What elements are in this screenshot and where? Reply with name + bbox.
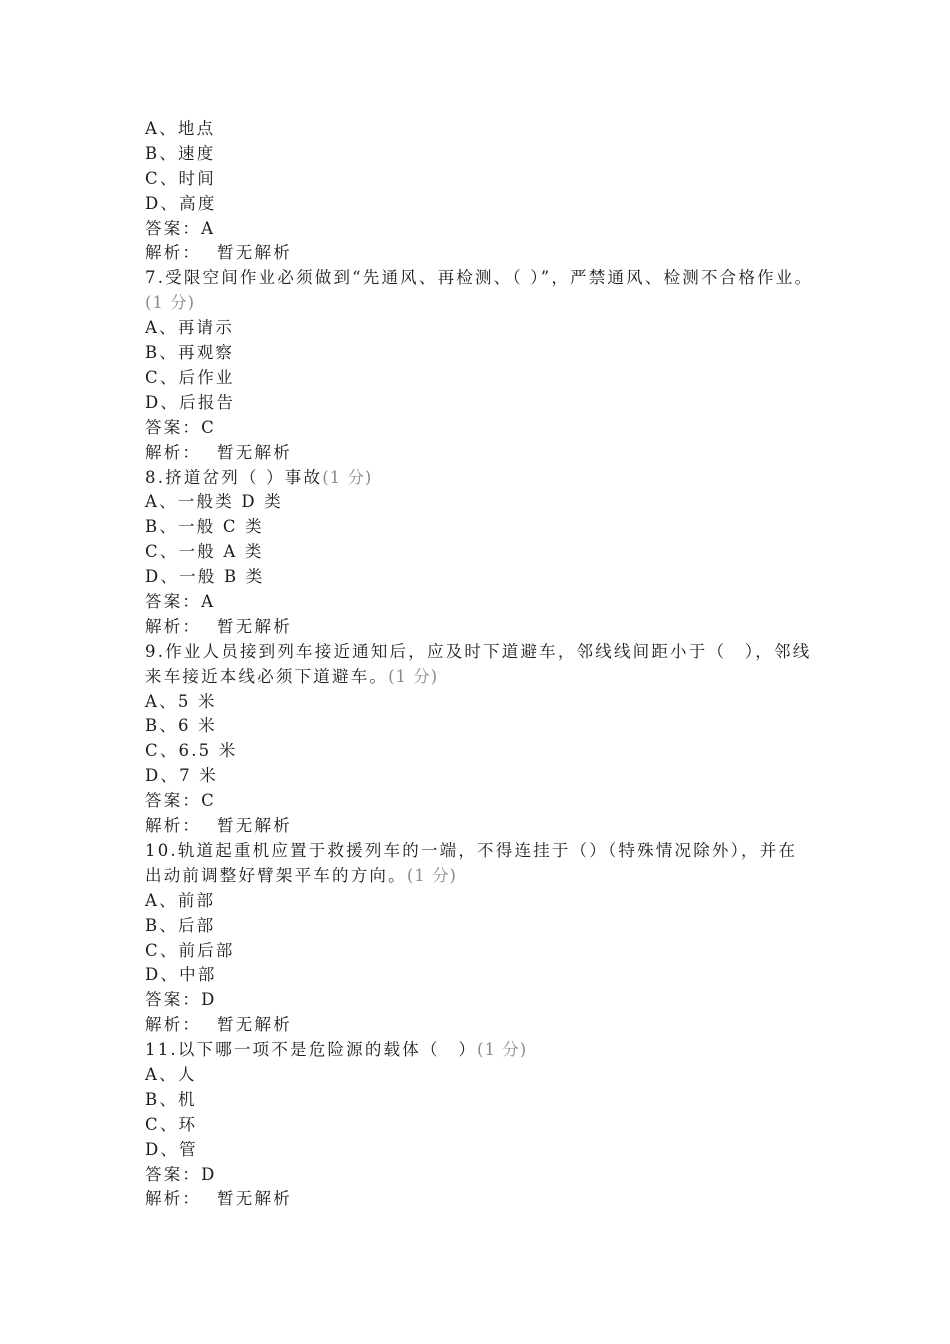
question-9	[145, 640, 815, 839]
question-text: 9.作业人员接到列车接近通知后，应及时下道避车，邻线线间距小于（ ），邻线来车接近本线必须下道避车。(1 分)	[145, 641, 812, 686]
option: A、地点	[145, 119, 216, 138]
answer-value: C	[201, 417, 216, 437]
analysis-label: 解析：	[145, 816, 202, 836]
answer-label: 答案：	[145, 990, 202, 1010]
question-text: 10.轨道起重机应置于救援列车的一端，不得连挂于（）（特殊情况除外），并在出动前调整好臂架平车的方向。(1 分)	[145, 840, 798, 885]
question-score: (1 分)	[145, 293, 196, 313]
option: B、6 米	[145, 716, 217, 736]
question-score: (1 分)	[322, 467, 373, 487]
answer-line	[145, 988, 815, 1013]
option: B、后部	[145, 915, 216, 935]
option: B、速度	[145, 143, 216, 163]
question-text: 8.挤道岔列（ ）事故(1 分)	[145, 467, 373, 487]
answer-value: A	[201, 218, 216, 238]
option: C、6.5 米	[145, 741, 238, 761]
answer-value: A	[201, 591, 216, 611]
analysis-label: 解析：	[145, 442, 202, 462]
analysis-value: 暂无解析	[217, 442, 292, 462]
analysis-label: 解析：	[145, 616, 202, 636]
question-8	[145, 466, 815, 640]
option: A、再请示	[145, 318, 234, 338]
analysis-value: 暂无解析	[217, 616, 292, 636]
option: D、管	[145, 1139, 198, 1159]
option: D、中部	[145, 965, 217, 985]
analysis-line	[145, 1187, 815, 1212]
option: A、一般类 D 类	[145, 492, 283, 512]
answer-line	[145, 416, 815, 441]
question-score: (1 分)	[388, 666, 439, 686]
analysis-line	[145, 814, 815, 839]
answer-label: 答案：	[145, 417, 202, 437]
option: B、机	[145, 1089, 197, 1109]
option: A、前部	[145, 890, 216, 910]
analysis-value: 暂无解析	[217, 1015, 292, 1035]
answer-label: 答案：	[145, 218, 202, 238]
answer-line	[145, 590, 815, 615]
question-text: 11.以下哪一项不是危险源的载体（ ）(1 分)	[145, 1040, 528, 1060]
option: C、后作业	[145, 367, 235, 387]
option: C、环	[145, 1114, 198, 1134]
option: C、时间	[145, 168, 216, 188]
option: B、一般 C 类	[145, 517, 264, 537]
analysis-line	[145, 615, 815, 640]
answer-label: 答案：	[145, 1164, 202, 1184]
question-text: 7.受限空间作业必须做到“先通风、再检测、（ ）”，严禁通风、检测不合格作业。(1 分)	[145, 268, 814, 313]
option: D、一般 B 类	[145, 567, 265, 587]
answer-value: C	[201, 791, 216, 811]
analysis-value: 暂无解析	[217, 243, 292, 263]
analysis-label: 解析：	[145, 1015, 202, 1035]
question-11	[145, 1038, 815, 1212]
analysis-line	[145, 241, 815, 266]
option: C、一般 A 类	[145, 542, 264, 562]
analysis-label: 解析：	[145, 243, 202, 263]
analysis-line	[145, 441, 815, 466]
analysis-line	[145, 1013, 815, 1038]
answer-label: 答案：	[145, 791, 202, 811]
question-7	[145, 266, 815, 465]
option: D、后报告	[145, 392, 236, 412]
option: B、再观察	[145, 343, 235, 363]
option: A、人	[145, 1064, 197, 1084]
answer-value: D	[201, 1164, 217, 1184]
document-body	[145, 117, 815, 1212]
question-score: (1 分)	[406, 865, 457, 885]
answer-line	[145, 789, 815, 814]
answer-value: D	[201, 990, 217, 1010]
question-10	[145, 839, 815, 1038]
analysis-value: 暂无解析	[217, 816, 292, 836]
option: D、高度	[145, 193, 217, 213]
analysis-label: 解析：	[145, 1189, 202, 1209]
question-partial	[145, 117, 815, 266]
option: C、前后部	[145, 940, 235, 960]
answer-line	[145, 217, 815, 242]
answer-label: 答案：	[145, 591, 202, 611]
option: D、7 米	[145, 766, 218, 786]
question-score: (1 分)	[477, 1040, 528, 1060]
option: A、5 米	[145, 691, 217, 711]
analysis-value: 暂无解析	[217, 1189, 292, 1209]
answer-line	[145, 1163, 815, 1188]
